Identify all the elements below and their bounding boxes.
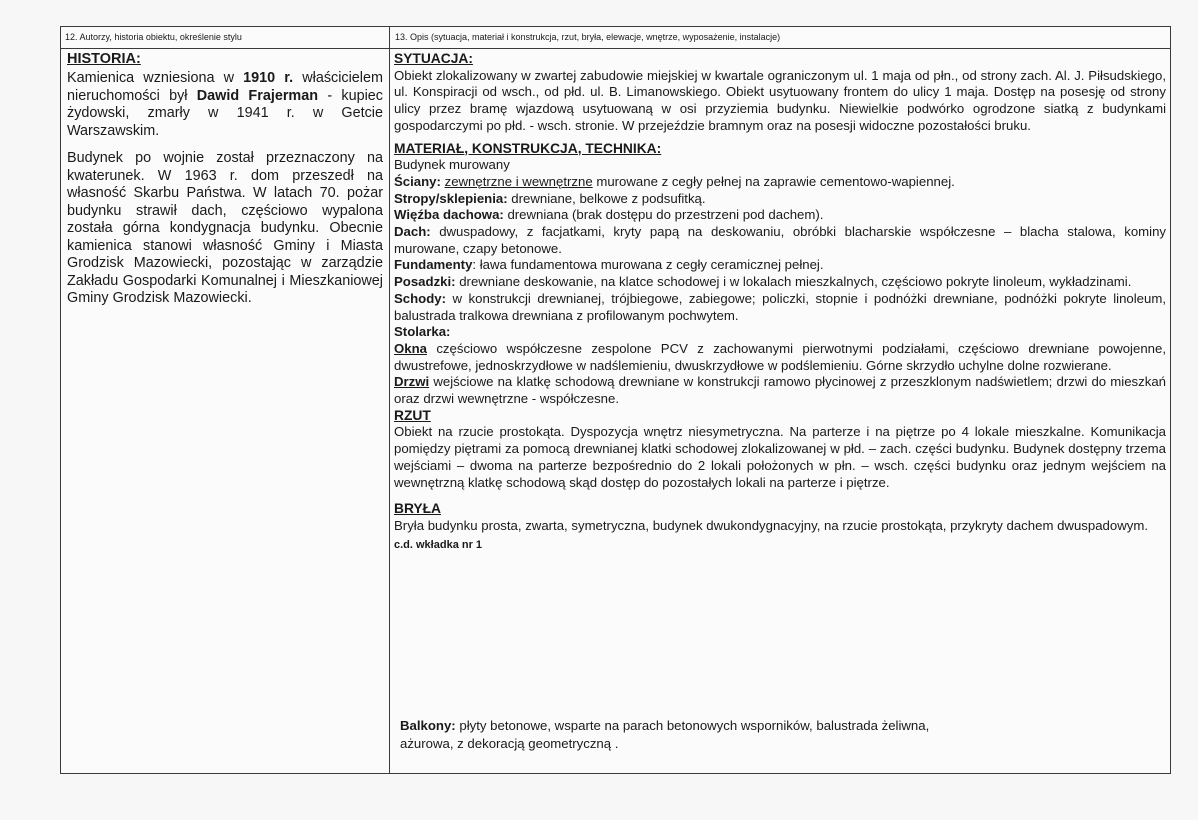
history-text-3: - kupiec żydowski, zmarły w 1941 r. w Getcie Warszawskim. [67, 87, 383, 139]
foundation-text: : ława fundamentowa murowana z cegły ceramicznej pełnej. [472, 257, 824, 273]
history-text-2: właścicielem nieruchomości był [67, 70, 383, 104]
walls-underlined: zewnętrzne i wewnętrzne [444, 173, 593, 189]
plan-heading: RZUT [394, 407, 431, 423]
balconies-line-2: ażurowa, z dekoracją geometryczną . [400, 736, 619, 751]
roof-truss-text: drewniana (brak dostępu do przestrzeni pod dachem). [503, 207, 824, 223]
doors-label: Drzwi [394, 374, 430, 390]
ceilings-item [394, 191, 1166, 208]
history-paragraph-1 [67, 70, 383, 140]
roof-truss-label: Więźba dachowa: [394, 207, 504, 223]
roof-truss-item [394, 207, 1166, 224]
floors-text: drewniane deskowanie, na klatce schodowej i w lokalach mieszkalnych, częściowo pokryte linoleum, wykładzinami. [455, 274, 1132, 290]
plan-text: Obiekt na rzucie prostokąta. Dyspozycja wnętrz niesymetryczna. Na parterze i na piętrze po 4 lokale mieszkalne. Komunikacja pomiędzy piętrami za pomocą drewnianej klatki schodowej zlokalizowanej w płd. – zach. części budynku. Budynek dostępny trzema wejściami – dwoma na parterze bezpośrednio do 2 lokali położonych w płn. – wsch. części budynku oraz jednym wejściem na wewnętrzną klatkę schodową skąd dostęp do pozostałych lokali na parterze i piętrze. [394, 424, 1166, 490]
walls-label: Ściany: [394, 173, 441, 189]
column-divider [389, 27, 390, 773]
doors-text: wejściowe na klatkę schodową drewniane w konstrukcji ramowo płycinowej z przeszklonym nadświetlem; drzwi do mieszkań oraz drzwi wewnętrzne - współczesne. [394, 374, 1166, 407]
windows-text: częściowo współczesne zespolone PCV z zachowanymi pierwotnymi podziałami, częściowo drewniane powojenne, dwustrefowe, jednoskrzydłowe w nadślemieniu, dwuskrzydłowe w podślemieniu. Górne skrzydło uchylne dolne rozwierane. [394, 340, 1166, 373]
balconies-label: Balkony: [400, 718, 456, 733]
doors-item [394, 374, 1166, 407]
windows-item [394, 341, 1166, 374]
floors-item [394, 274, 1166, 291]
walls-text: murowane z cegły pełnej na zaprawie cementowo-wapiennej. [592, 173, 955, 189]
balconies-block [400, 717, 1040, 753]
history-owner: Dawid Frajerman [196, 87, 319, 104]
situation-text: Obiekt zlokalizowany w zwartej zabudowie miejskiej w kwartale ograniczonym ul. 1 maja od płn., od strony zach. Al. J. Piłsudskiego, ul. Konspiracji od wsch., od płd. ul. B. Limanowskiego. Obiekt usytuowany frontem do ulicy 1 maja. Dostęp na posesję od strony ulicy przez bramę wjazdową usytuowaną w osi przyziemia budynku. Niewielkie podwórko ogrodzone siatką z budynkami gospodarczymi po płd. - wsch. stronie. W przejeździe bramnym oraz na posesji widoczne pozostałości bruku. [394, 67, 1166, 133]
situation-heading: SYTUACJA: [394, 51, 473, 66]
stairs-label: Schody: [394, 290, 447, 306]
continued-note: c.d. wkładka nr 1 [394, 538, 483, 551]
walls-item [394, 174, 1166, 191]
balconies-text: płyty betonowe, wsparte na parach betonowych wsporników, balustrada żeliwna, [455, 718, 930, 733]
joinery-label: Stolarka: [394, 324, 451, 340]
material-intro: Budynek murowany [394, 157, 510, 173]
roof-text: dwuspadowy, z facjatkami, kryty papą na deskowaniu, obróbki blacharskie współczesne – blacha stalowa, kominy murowane, czapy betonowe. [394, 224, 1166, 256]
header-col-authors: 12. Autorzy, historia obiektu, określenie stylu [65, 32, 242, 42]
stairs-item [394, 291, 1166, 324]
stairs-text: w konstrukcji drewnianej, trójbiegowe, zabiegowe; policzki, stopnie i podnóżki drewniane, podnóżki pokryte linoleum, balustrada tralkowa drewniana z profilowanym pochwytem. [394, 290, 1166, 323]
foundation-label: Fundamenty [394, 257, 473, 273]
ceilings-label: Stropy/sklepienia: [394, 190, 508, 206]
roof-label: Dach: [394, 224, 431, 240]
massing-text: Bryła budynku prosta, zwarta, symetryczna, budynek dwukondygnacyjny, na rzucie prostokąta, przykryty dachem dwuspadowym. [394, 517, 1148, 533]
document-sheet [60, 26, 1171, 774]
table-header-row [61, 27, 1170, 49]
ceilings-text: drewniane, belkowe z podsufitką. [507, 190, 706, 206]
windows-label: Okna [394, 340, 427, 356]
history-heading: HISTORIA: [67, 51, 141, 67]
header-col-description: 13. Opis (sytuacja, materiał i konstrukcja, rzut, bryła, elewacje, wnętrze, wyposażenie, instalacje) [395, 32, 781, 42]
balconies-line-1 [400, 717, 1040, 735]
history-paragraph-2: Budynek po wojnie został przeznaczony na kwaterunek. W 1963 r. dom przeszedł na własność Skarbu Państwa. W latach 70. pożar budynku strawił dach, częściowo wypalona została górna kondygnacja budynku. Obecnie kamienica stanowi własność Gminy i Miasta Grodzisk Mazowiecki, pozostając w zarządzie Zakładu Gospodarki Komunalnej i Mieszkaniowej Gminy Grodzisk Mazowiecki. [67, 150, 383, 306]
foundation-item [394, 257, 1166, 274]
history-text-1: Kamienica wzniesiona w [67, 70, 244, 86]
roof-item [394, 224, 1166, 257]
history-year: 1910 r. [243, 70, 294, 86]
floors-label: Posadzki: [394, 274, 456, 290]
history-column [67, 51, 383, 308]
material-heading: MATERIAŁ, KONSTRUKCJA, TECHNIKA: [394, 140, 662, 156]
description-column [394, 51, 1166, 553]
massing-heading: BRYŁA [394, 501, 442, 517]
